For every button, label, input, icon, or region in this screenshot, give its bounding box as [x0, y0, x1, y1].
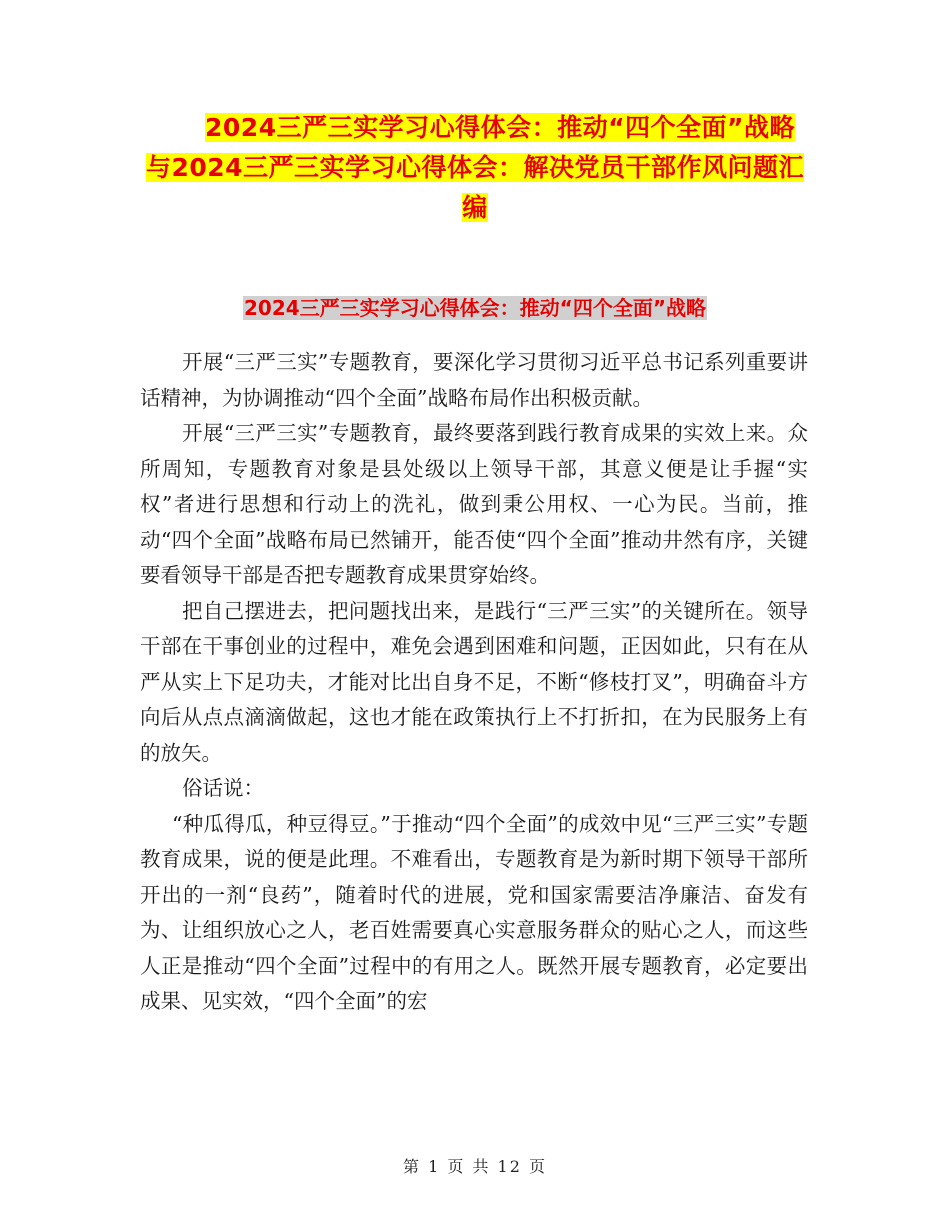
title-line-3: 编 — [462, 193, 488, 222]
document-title — [140, 108, 810, 228]
paragraph: “种瓜得瓜，种豆得豆。”于推动“四个全面”的成效中见“三严三实”专题教育成果，说的便是此理。不难看出，专题教育是为新时期下领导干部所开出的一剂“良药”，随着时代的进展，党和国家需要洁净廉洁、奋发有为、让组织放心之人，老百姓需要真心实意服务群众的贴心之人，而这些人正是推动“四个全面”过程中的有用之人。既然开展专题教育，必定要出成果、见实效，“四个全面”的宏 — [140, 811, 808, 1013]
body-text — [140, 345, 808, 1020]
paragraph: 开展“三严三实”专题教育，要深化学习贯彻习近平总书记系列重要讲话精神，为协调推动“四个全面”战略布局作出积极贡献。 — [140, 350, 808, 410]
paragraph: 俗话说： — [182, 776, 264, 800]
page-footer: 第 1 页 共 12 页 — [403, 1157, 547, 1176]
title-line-2: 与2024三严三实学习心得体会：解决党员干部作风问题汇 — [145, 153, 805, 182]
paragraph: 开展“三严三实”专题教育，最终要落到践行教育成果的实效上来。众所周知，专题教育对象是县处级以上领导干部，其意义便是让手握“实权”者进行思想和行动上的洗礼，做到秉公用权、一心为民。当前，推动“四个全面”战略布局已然铺开，能否使“四个全面”推动井然有序，关键要看领导干部是否把专题教育成果贯穿始终。 — [140, 421, 808, 587]
title-line-1: 2024三严三实学习心得体会：推动“四个全面”战略 — [205, 113, 795, 142]
paragraph: 把自己摆进去，把问题找出来，是践行“三严三实”的关键所在。领导干部在干事创业的过程中，难免会遇到困难和问题，正因如此，只有在从严从实上下足功夫，才能对比出自身不足，不断“修枝打叉”，明确奋斗方向后从点点滴滴做起，这也才能在政策执行上不打折扣，在为民服务上有的放矢。 — [140, 598, 808, 765]
section-title: 2024三严三实学习心得体会：推动“四个全面”战略 — [244, 296, 706, 320]
